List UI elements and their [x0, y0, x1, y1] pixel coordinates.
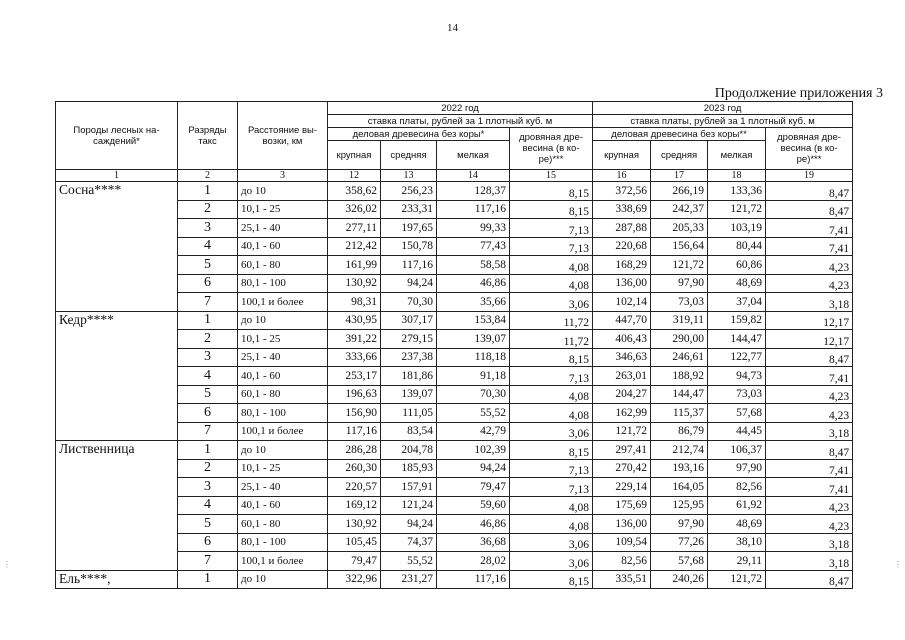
rate-2023-large: 175,69 — [593, 496, 651, 515]
rate-2022-large: 212,42 — [328, 237, 381, 256]
rate-2023-medium: 97,90 — [651, 515, 708, 534]
rate-2022-small: 58,58 — [437, 256, 510, 275]
rate-2022-large: 260,30 — [328, 459, 381, 478]
category-cell: 2 — [178, 459, 238, 478]
rate-2023-medium: 164,05 — [651, 478, 708, 497]
rate-2022-medium: 237,38 — [381, 348, 437, 367]
category-cell: 3 — [178, 478, 238, 497]
rate-2022-medium: 279,15 — [381, 330, 437, 349]
category-cell: 3 — [178, 219, 238, 238]
rate-2023-firewood: 3,18 — [766, 533, 853, 552]
category-cell: 4 — [178, 496, 238, 515]
rate-2022-medium: 121,24 — [381, 496, 437, 515]
rate-2023-firewood: 12,17 — [766, 330, 853, 349]
rate-2023-medium: 290,00 — [651, 330, 708, 349]
distance-cell: до 10 — [238, 441, 328, 460]
rate-2022-small: 139,07 — [437, 330, 510, 349]
rate-2022-small: 153,84 — [437, 311, 510, 330]
header-distance: Расстояние вы-возки, км — [238, 102, 328, 170]
column-index-cell: 15 — [510, 170, 593, 182]
distance-cell: 60,1 - 80 — [238, 256, 328, 275]
rate-2023-large: 270,42 — [593, 459, 651, 478]
rate-2023-large: 109,54 — [593, 533, 651, 552]
header-medium-2023: средняя — [651, 141, 708, 170]
rate-2023-medium: 242,37 — [651, 200, 708, 219]
category-cell: 3 — [178, 348, 238, 367]
rate-2023-firewood: 4,23 — [766, 404, 853, 423]
rate-2023-firewood: 7,41 — [766, 219, 853, 238]
rate-2023-small: 61,92 — [708, 496, 766, 515]
rate-2022-firewood: 7,13 — [510, 237, 593, 256]
rate-2023-firewood: 4,23 — [766, 496, 853, 515]
distance-cell: 100,1 и более — [238, 552, 328, 571]
rate-2023-large: 204,27 — [593, 385, 651, 404]
rate-2023-firewood: 8,47 — [766, 200, 853, 219]
rate-2023-large: 287,88 — [593, 219, 651, 238]
header-large-2022: крупная — [328, 141, 381, 170]
category-cell: 5 — [178, 256, 238, 275]
rate-2023-firewood: 7,41 — [766, 237, 853, 256]
rate-2023-small: 121,72 — [708, 570, 766, 589]
species-cell: Сосна**** — [56, 182, 178, 312]
rate-2022-firewood: 8,15 — [510, 348, 593, 367]
rate-2022-firewood: 11,72 — [510, 311, 593, 330]
distance-cell: 10,1 - 25 — [238, 330, 328, 349]
rate-2022-large: 156,90 — [328, 404, 381, 423]
category-cell: 5 — [178, 515, 238, 534]
category-cell: 1 — [178, 311, 238, 330]
rate-2023-medium: 97,90 — [651, 274, 708, 293]
rate-2022-small: 59,60 — [437, 496, 510, 515]
column-index-cell: 13 — [381, 170, 437, 182]
category-cell: 2 — [178, 330, 238, 349]
column-index-cell: 16 — [593, 170, 651, 182]
column-index-cell: 3 — [238, 170, 328, 182]
rate-2023-large: 121,72 — [593, 422, 651, 441]
rate-2023-large: 372,56 — [593, 182, 651, 201]
rate-2022-firewood: 4,08 — [510, 496, 593, 515]
rate-2022-large: 322,96 — [328, 570, 381, 589]
rate-2022-large: 117,16 — [328, 422, 381, 441]
rate-2023-firewood: 7,41 — [766, 459, 853, 478]
rate-2023-large: 263,01 — [593, 367, 651, 386]
rate-2022-medium: 70,30 — [381, 293, 437, 312]
rate-2022-medium: 150,78 — [381, 237, 437, 256]
rate-2022-large: 130,92 — [328, 274, 381, 293]
header-large-2023: крупная — [593, 141, 651, 170]
rate-2022-firewood: 3,06 — [510, 422, 593, 441]
rate-2022-large: 391,22 — [328, 330, 381, 349]
header-year-2022: 2022 год — [328, 102, 593, 115]
rate-2023-large: 220,68 — [593, 237, 651, 256]
rate-2023-small: 29,11 — [708, 552, 766, 571]
rate-2023-small: 122,77 — [708, 348, 766, 367]
rate-2022-large: 130,92 — [328, 515, 381, 534]
category-cell: 1 — [178, 182, 238, 201]
distance-cell: 80,1 - 100 — [238, 404, 328, 423]
rate-2022-medium: 233,31 — [381, 200, 437, 219]
rate-2022-small: 102,39 — [437, 441, 510, 460]
rate-2022-medium: 94,24 — [381, 515, 437, 534]
rate-2023-small: 60,86 — [708, 256, 766, 275]
category-cell: 6 — [178, 274, 238, 293]
rate-2023-medium: 121,72 — [651, 256, 708, 275]
rate-2023-small: 48,69 — [708, 515, 766, 534]
rate-2023-small: 37,04 — [708, 293, 766, 312]
rate-2023-large: 229,14 — [593, 478, 651, 497]
rate-2023-medium: 266,19 — [651, 182, 708, 201]
column-index-cell: 2 — [178, 170, 238, 182]
rate-2023-small: 82,56 — [708, 478, 766, 497]
category-cell: 6 — [178, 533, 238, 552]
rate-2023-small: 97,90 — [708, 459, 766, 478]
rate-2023-firewood: 7,41 — [766, 478, 853, 497]
rate-2022-firewood: 4,08 — [510, 274, 593, 293]
header-rate-2023: ставка платы, рублей за 1 плотный куб. м — [593, 115, 853, 128]
rate-2023-medium: 193,16 — [651, 459, 708, 478]
column-index-cell: 17 — [651, 170, 708, 182]
rate-2023-firewood: 3,18 — [766, 293, 853, 312]
rate-2022-medium: 185,93 — [381, 459, 437, 478]
distance-cell: до 10 — [238, 570, 328, 589]
rate-2022-large: 277,11 — [328, 219, 381, 238]
header-rate-2022: ставка платы, рублей за 1 плотный куб. м — [328, 115, 593, 128]
rate-2022-firewood: 3,06 — [510, 293, 593, 312]
distance-cell: 25,1 - 40 — [238, 219, 328, 238]
rate-2022-medium: 307,17 — [381, 311, 437, 330]
column-index-cell: 19 — [766, 170, 853, 182]
category-cell: 1 — [178, 441, 238, 460]
species-cell: Кедр**** — [56, 311, 178, 441]
rate-2022-firewood: 7,13 — [510, 219, 593, 238]
rate-2022-small: 117,16 — [437, 570, 510, 589]
rate-2023-medium: 240,26 — [651, 570, 708, 589]
rate-2023-firewood: 4,23 — [766, 515, 853, 534]
distance-cell: до 10 — [238, 311, 328, 330]
rate-2022-small: 77,43 — [437, 237, 510, 256]
rate-2023-large: 136,00 — [593, 515, 651, 534]
rate-2022-large: 161,99 — [328, 256, 381, 275]
header-firewood-2022: дровяная дре-весина (в ко-ре)*** — [510, 128, 593, 170]
rate-2023-small: 159,82 — [708, 311, 766, 330]
rate-2022-firewood: 4,08 — [510, 404, 593, 423]
rate-2022-large: 98,31 — [328, 293, 381, 312]
rate-2022-medium: 197,65 — [381, 219, 437, 238]
header-small-2023: мелкая — [708, 141, 766, 170]
rate-2023-large: 102,14 — [593, 293, 651, 312]
rate-2022-firewood: 4,08 — [510, 256, 593, 275]
rate-2023-firewood: 8,47 — [766, 441, 853, 460]
species-cell: Лиственница — [56, 441, 178, 571]
rate-2022-firewood: 7,13 — [510, 478, 593, 497]
rate-2022-small: 118,18 — [437, 348, 510, 367]
rate-2022-large: 333,66 — [328, 348, 381, 367]
rate-2022-small: 91,18 — [437, 367, 510, 386]
column-index-cell: 1 — [56, 170, 178, 182]
distance-cell: 60,1 - 80 — [238, 385, 328, 404]
rate-2022-small: 28,02 — [437, 552, 510, 571]
column-index-row — [56, 170, 853, 182]
table-body — [56, 182, 853, 589]
distance-cell: 100,1 и более — [238, 422, 328, 441]
rate-2022-large: 79,47 — [328, 552, 381, 571]
distance-cell: 40,1 - 60 — [238, 237, 328, 256]
rate-2022-firewood: 8,15 — [510, 182, 593, 201]
rate-2022-medium: 55,52 — [381, 552, 437, 571]
header-business-wood-2023: деловая древесина без коры** — [593, 128, 766, 141]
rate-2022-small: 70,30 — [437, 385, 510, 404]
distance-cell: 25,1 - 40 — [238, 478, 328, 497]
rate-2023-small: 44,45 — [708, 422, 766, 441]
distance-cell: 40,1 - 60 — [238, 496, 328, 515]
rate-2023-small: 133,36 — [708, 182, 766, 201]
page-number: 14 — [447, 22, 458, 34]
category-cell: 7 — [178, 422, 238, 441]
rate-2022-medium: 74,37 — [381, 533, 437, 552]
rate-2022-firewood: 8,15 — [510, 570, 593, 589]
rate-2023-medium: 86,79 — [651, 422, 708, 441]
rate-2023-small: 94,73 — [708, 367, 766, 386]
rate-2022-medium: 117,16 — [381, 256, 437, 275]
rate-2022-firewood: 3,06 — [510, 552, 593, 571]
rate-2022-medium: 204,78 — [381, 441, 437, 460]
rate-2023-small: 121,72 — [708, 200, 766, 219]
rate-2023-medium: 73,03 — [651, 293, 708, 312]
rate-2023-large: 335,51 — [593, 570, 651, 589]
rate-2022-medium: 256,23 — [381, 182, 437, 201]
category-cell: 1 — [178, 570, 238, 589]
rate-2022-small: 42,79 — [437, 422, 510, 441]
rate-2023-large: 406,43 — [593, 330, 651, 349]
category-cell: 6 — [178, 404, 238, 423]
table-row — [56, 182, 853, 201]
rate-2022-firewood: 3,06 — [510, 533, 593, 552]
rate-2023-firewood: 8,47 — [766, 182, 853, 201]
rate-2022-medium: 83,54 — [381, 422, 437, 441]
rate-2022-large: 326,02 — [328, 200, 381, 219]
rates-table — [55, 101, 853, 589]
rate-2023-firewood: 3,18 — [766, 552, 853, 571]
rate-2023-medium: 144,47 — [651, 385, 708, 404]
category-cell: 4 — [178, 367, 238, 386]
rate-2022-large: 169,12 — [328, 496, 381, 515]
rate-2023-small: 103,19 — [708, 219, 766, 238]
rate-2023-medium: 77,26 — [651, 533, 708, 552]
rate-2022-large: 220,57 — [328, 478, 381, 497]
rate-2023-small: 38,10 — [708, 533, 766, 552]
rate-2023-large: 168,29 — [593, 256, 651, 275]
margin-mark-right: ⋮ — [894, 560, 902, 569]
header-year-2023: 2023 год — [593, 102, 853, 115]
category-cell: 4 — [178, 237, 238, 256]
rate-2023-small: 57,68 — [708, 404, 766, 423]
rate-2022-small: 94,24 — [437, 459, 510, 478]
appendix-continuation-note: Продолжение приложения 3 — [714, 86, 883, 101]
distance-cell: 10,1 - 25 — [238, 459, 328, 478]
column-index-cell: 14 — [437, 170, 510, 182]
header-business-wood-2022: деловая древесина без коры* — [328, 128, 510, 141]
rate-2023-large: 338,69 — [593, 200, 651, 219]
rate-2022-medium: 94,24 — [381, 274, 437, 293]
rate-2023-medium: 57,68 — [651, 552, 708, 571]
table-row — [56, 441, 853, 460]
rate-2022-small: 46,86 — [437, 274, 510, 293]
rate-2023-medium: 212,74 — [651, 441, 708, 460]
rate-2023-firewood: 8,47 — [766, 348, 853, 367]
rate-2022-firewood: 8,15 — [510, 441, 593, 460]
column-index-cell: 12 — [328, 170, 381, 182]
rate-2022-firewood: 11,72 — [510, 330, 593, 349]
column-index-cell: 18 — [708, 170, 766, 182]
rate-2023-large: 297,41 — [593, 441, 651, 460]
rate-2023-firewood: 4,23 — [766, 256, 853, 275]
header-firewood-2023: дровяная дре-весина (в ко-ре)*** — [766, 128, 853, 170]
rate-2023-firewood: 4,23 — [766, 385, 853, 404]
rate-2022-large: 286,28 — [328, 441, 381, 460]
rate-2022-firewood: 4,08 — [510, 385, 593, 404]
distance-cell: 60,1 - 80 — [238, 515, 328, 534]
rate-2023-small: 144,47 — [708, 330, 766, 349]
distance-cell: 40,1 - 60 — [238, 367, 328, 386]
rate-2022-medium: 181,86 — [381, 367, 437, 386]
rate-2022-small: 117,16 — [437, 200, 510, 219]
rate-2023-medium: 156,64 — [651, 237, 708, 256]
rate-2022-small: 99,33 — [437, 219, 510, 238]
table-row — [56, 311, 853, 330]
header-categories: Разряды такс — [178, 102, 238, 170]
rate-2023-large: 447,70 — [593, 311, 651, 330]
rate-2023-medium: 246,61 — [651, 348, 708, 367]
rate-2022-small: 36,68 — [437, 533, 510, 552]
table-header — [56, 102, 853, 182]
species-cell: Ель****, — [56, 570, 178, 589]
rate-2022-large: 253,17 — [328, 367, 381, 386]
header-species: Породы лесных на-саждений* — [56, 102, 178, 170]
rate-2023-large: 346,63 — [593, 348, 651, 367]
distance-cell: 100,1 и более — [238, 293, 328, 312]
rate-2022-large: 196,63 — [328, 385, 381, 404]
distance-cell: 80,1 - 100 — [238, 274, 328, 293]
distance-cell: 10,1 - 25 — [238, 200, 328, 219]
rate-2023-medium: 115,37 — [651, 404, 708, 423]
distance-cell: до 10 — [238, 182, 328, 201]
category-cell: 2 — [178, 200, 238, 219]
rate-2023-firewood: 12,17 — [766, 311, 853, 330]
rate-2023-firewood: 4,23 — [766, 274, 853, 293]
rate-2023-medium: 205,33 — [651, 219, 708, 238]
rate-2022-large: 358,62 — [328, 182, 381, 201]
distance-cell: 80,1 - 100 — [238, 533, 328, 552]
rate-2022-firewood: 7,13 — [510, 459, 593, 478]
rate-2022-large: 105,45 — [328, 533, 381, 552]
category-cell: 5 — [178, 385, 238, 404]
rate-2022-medium: 231,27 — [381, 570, 437, 589]
rate-2023-small: 80,44 — [708, 237, 766, 256]
category-cell: 7 — [178, 552, 238, 571]
rate-2022-medium: 111,05 — [381, 404, 437, 423]
rate-2022-small: 128,37 — [437, 182, 510, 201]
rate-2023-large: 82,56 — [593, 552, 651, 571]
margin-mark-left: ⋮ — [3, 560, 11, 569]
rate-2023-small: 48,69 — [708, 274, 766, 293]
rate-2023-firewood: 7,41 — [766, 367, 853, 386]
rate-2022-small: 35,66 — [437, 293, 510, 312]
rate-2023-small: 73,03 — [708, 385, 766, 404]
header-medium-2022: средняя — [381, 141, 437, 170]
rate-2023-medium: 319,11 — [651, 311, 708, 330]
rate-2023-large: 136,00 — [593, 274, 651, 293]
header-small-2022: мелкая — [437, 141, 510, 170]
rate-2022-small: 55,52 — [437, 404, 510, 423]
category-cell: 7 — [178, 293, 238, 312]
rate-2022-small: 46,86 — [437, 515, 510, 534]
distance-cell: 25,1 - 40 — [238, 348, 328, 367]
rate-2023-medium: 125,95 — [651, 496, 708, 515]
rate-2023-firewood: 3,18 — [766, 422, 853, 441]
rate-2022-medium: 139,07 — [381, 385, 437, 404]
rate-2023-large: 162,99 — [593, 404, 651, 423]
table-row — [56, 570, 853, 589]
rate-2022-firewood: 7,13 — [510, 367, 593, 386]
rate-2023-firewood: 8,47 — [766, 570, 853, 589]
rate-2022-small: 79,47 — [437, 478, 510, 497]
rate-2023-medium: 188,92 — [651, 367, 708, 386]
rate-2023-small: 106,37 — [708, 441, 766, 460]
rate-2022-firewood: 4,08 — [510, 515, 593, 534]
rate-2022-firewood: 8,15 — [510, 200, 593, 219]
rate-2022-medium: 157,91 — [381, 478, 437, 497]
rate-2022-large: 430,95 — [328, 311, 381, 330]
